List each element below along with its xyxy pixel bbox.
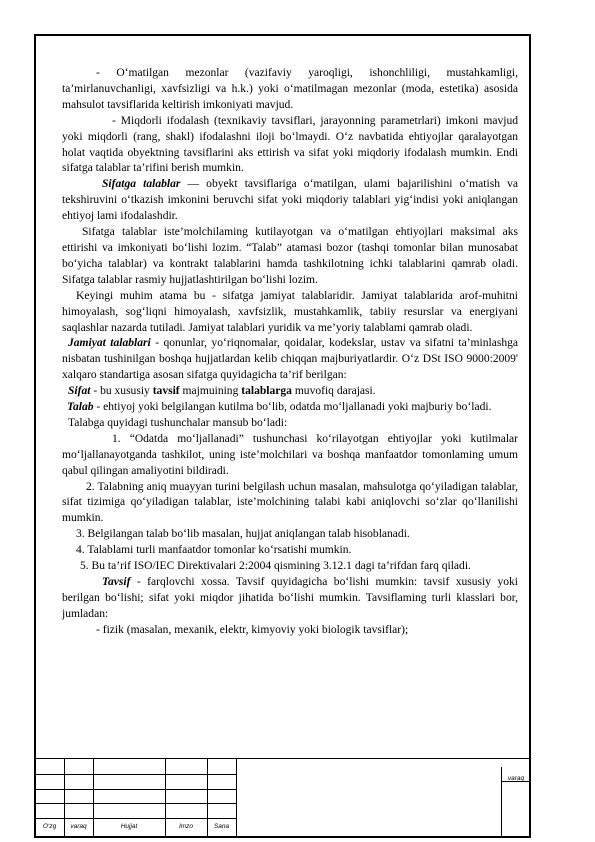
paragraph-text: - fizik (masalan, mexanik, elektr, kimyoviy yoki biologik tavsiflar); bbox=[96, 623, 409, 636]
paragraph bbox=[62, 400, 518, 416]
title-block-column-line bbox=[236, 759, 237, 838]
paragraph-text: - ehtiyoj yoki belgilangan kutilma bo‘lib, odatda mo‘ljallanadi yoki majburiy bo‘ladi. bbox=[93, 401, 492, 414]
paragraph bbox=[62, 559, 518, 575]
paragraph-text: Talabga quyidagi tushunchalar mansub bo‘ladi: bbox=[68, 416, 288, 429]
stamp-label-sheet: varaq bbox=[70, 823, 87, 830]
term-text: talablarga bbox=[241, 385, 292, 398]
paragraph bbox=[62, 225, 518, 289]
stamp-label-signature: Imzo bbox=[178, 823, 194, 830]
stamp-label-change: O‘zg bbox=[42, 823, 57, 830]
paragraph bbox=[62, 177, 518, 225]
term-text: Sifatga talablar bbox=[102, 178, 181, 191]
title-block-row-line bbox=[35, 789, 236, 790]
paragraph-text: 2. Talabning aniq muayyan turini belgilash uchun masalan, mahsulotga qo‘yiladigan talablar, sifat tizimiga qo‘yiladigan talablar, iste’molchining talabi kabi aniqlovchi so‘zlar qo‘llanilishi mumkin. bbox=[62, 480, 518, 525]
term-text: Sifat bbox=[68, 385, 91, 398]
term-text: Tavsif bbox=[102, 576, 131, 588]
document-body bbox=[62, 66, 518, 639]
title-block-row-line bbox=[35, 774, 236, 775]
paragraph bbox=[62, 575, 518, 623]
paragraph-text: 3. Belgilangan talab bo‘lib masalan, hujjat aniqlangan talab hisoblanadi. bbox=[76, 528, 410, 541]
paragraph-text: - qonunlar, yo‘riqnomalar, qoidalar, kodekslar, ustav va sifatni ta’minlashga nisbatan tushinilgan boshqa hujjatlardan kelib chiqqan majburiyatlardir. O‘z DSt ISO 9000:2009' xalqaro standartiga asosan sifatga quyidagicha ta’rif berilgan: bbox=[62, 337, 518, 382]
stamp-label-date: Sana bbox=[213, 823, 230, 830]
title-block bbox=[35, 758, 529, 838]
paragraph-text: — obyekt tavsiflariga o‘matilgan, ulami bajarilishini o‘matish va tekshiruvini o‘tkazish imkonini beruvchi sifat yoki miqdoriy talablari yig‘indisi yoki aniqlangan ehtiyoj lami ifodalashdir. bbox=[62, 178, 518, 223]
stamp-label-document: Hujjat bbox=[120, 823, 138, 830]
paragraph-text: - Miqdorli ifodalash (texnikaviy tavsiflari, jarayonning parametrlari) imkoni mavjud yoki miqdorli (rang, shakl) ifodalashni iloji bo‘lmaydi. O‘z navbatida ehtiyojlar qaralayotgan holat vaqtida obyektning tavsiflarini aks ettirish va sifat yoki miqdoriy ifodalash mumkin. Endi sifatga talablar ta’rifini berish mumkin. bbox=[62, 114, 518, 175]
sheet-number-label: varaq bbox=[507, 775, 525, 782]
paragraph bbox=[62, 66, 518, 114]
paragraph bbox=[62, 527, 518, 543]
paragraph bbox=[62, 289, 518, 337]
paragraph-text: Sifatga talablar iste’molchilaming kutilayotgan va o‘matilgan ehtiyojlari maksimal aks ettirishi va imkoniyati bo‘lishi lozim. “Talab” atamasi bozor (tashqi tomonlar bilan munosabat bo‘yicha talablar) va kontrakt talablarini hamda tashkilotning ichki talablarini qamrab oladi. Sifatga talablar rasmiy hujjatlashtirilgan bo‘lishi lozim. bbox=[62, 226, 518, 286]
paragraph bbox=[62, 114, 518, 178]
term-text: tavsif bbox=[152, 385, 180, 398]
paragraph bbox=[62, 543, 518, 559]
term-text: Jamiyat talablari bbox=[68, 337, 151, 350]
paragraph bbox=[62, 336, 518, 384]
paragraph-text: 5. Bu ta’rif ISO/IEC Direktivalari 2:2004 qismining 3.12.1 dagi ta’rifdan farq qiladi. bbox=[80, 560, 471, 573]
term-text: Talab bbox=[67, 401, 94, 414]
paragraph-text: muvofiq darajasi. bbox=[291, 385, 376, 398]
paragraph-text: majmuining bbox=[179, 385, 242, 398]
paragraph bbox=[62, 384, 518, 400]
paragraph-text: - farqlovchi xossa. Tavsif quyidagicha bo‘lishi mumkin: tavsif xususiy yoki berilgan bo‘lishi; sifat yoki miqdor jihatida bo‘lishi mumkin. Tavsiflaming turli klasslari bor, jumladan: bbox=[62, 576, 518, 620]
title-block-row-line bbox=[35, 818, 236, 819]
paragraph bbox=[62, 623, 518, 639]
paragraph bbox=[62, 416, 518, 432]
paragraph bbox=[62, 432, 518, 480]
paragraph-text: Keyingi muhim atama bu - sifatga jamiyat talablaridir. Jamiyat talablarida arof-muhitni himoyalash, sog‘liqni himoyalash, xavfsizlik, mustahkamlik, tabiiy resurslar va energiyani saqlashlar nazarda tutiladi. Jamiyat talablari yuridik va me’yoriy talablami qamrab oladi. bbox=[62, 289, 518, 334]
paragraph-text: - bu xususiy bbox=[90, 385, 153, 398]
paragraph bbox=[62, 480, 518, 528]
paragraph-text: 1. “Odatda mo‘ljallanadi” tushunchasi ko‘rilayotgan ehtiyojlar yoki kutilmalar mo‘ljallanayotganda tashkilot, uning iste’molchilari va boshqa manfaatdor tomonlaming umum qabul qilingan amaliyotini bildiradi. bbox=[62, 432, 518, 477]
paragraph-text: - O‘matilgan mezonlar (vazifaviy yaroqligi, ishonchliligi, mustahkamligi, ta’mirlanuvchanligi, xavfsizligi va h.k.) yoki o‘matilmagan mezonlar (moda, estetika) asosida mahsulot tavsiflarida keltirish imkoniyati mavjud. bbox=[62, 67, 518, 111]
title-block-row-line bbox=[35, 803, 236, 804]
paragraph-text: 4. Talablami turli manfaatdor tomonlar ko‘rsatishi mumkin. bbox=[76, 544, 352, 557]
